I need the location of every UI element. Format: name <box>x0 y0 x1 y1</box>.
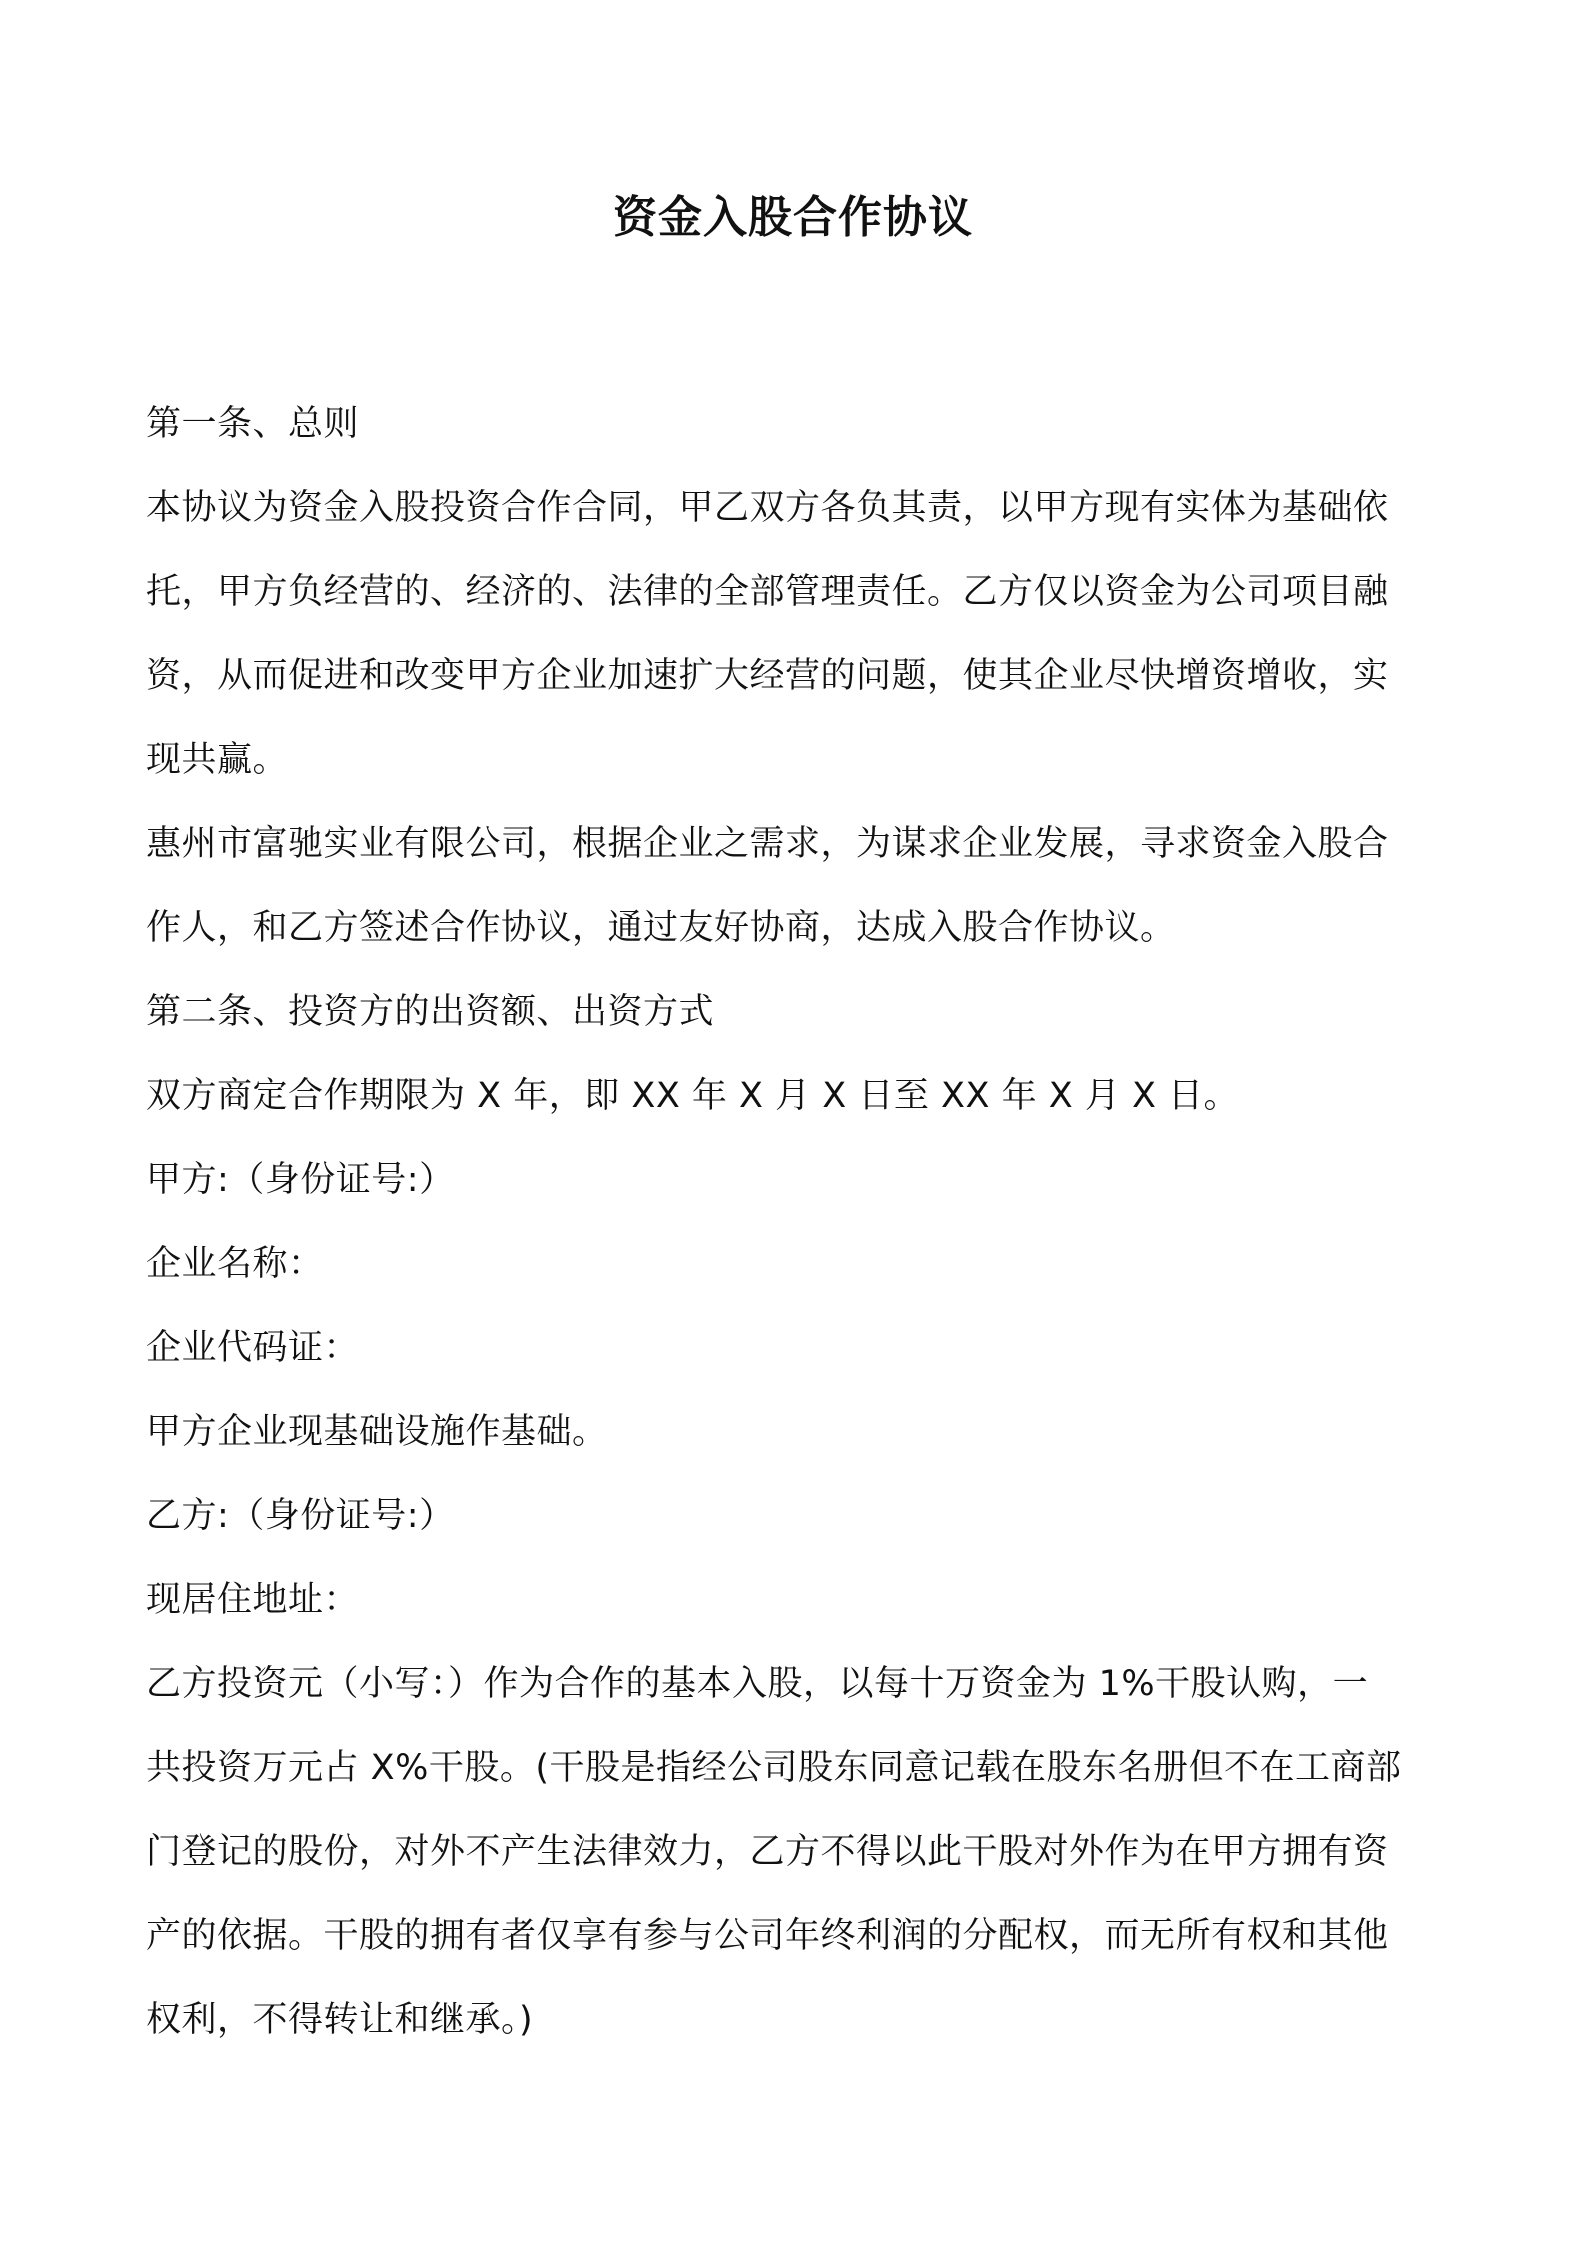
paragraph-line: 托，甲方负经营的、经济的、法律的全部管理责任。乙方仅以资金为公司项目融 <box>146 572 1389 612</box>
paragraph-line: 共投资万元占 X%干股。(干股是指经公司股东同意记载在股东名册但不在工商部 <box>146 1748 1402 1788</box>
paragraph-line: 作人，和乙方签述合作协议，通过友好协商，达成入股合作协议。 <box>146 908 1176 948</box>
document-body <box>146 382 1446 2062</box>
document-title: 资金入股合作协议 <box>613 192 973 243</box>
company-name-line: 企业名称： <box>146 1244 324 1284</box>
section-heading-general: 第一条、总则 <box>146 404 360 444</box>
paragraph-line: 门登记的股份，对外不产生法律效力，乙方不得以此干股对外作为在甲方拥有资 <box>146 1832 1389 1872</box>
party-b-id-line: 乙方:（身份证号:） <box>146 1496 455 1536</box>
paragraph-line: 权利，不得转让和继承。) <box>146 2000 534 2040</box>
paragraph-line: 产的依据。干股的拥有者仅享有参与公司年终利润的分配权，而无所有权和其他 <box>146 1916 1389 1956</box>
party-a-basis-line: 甲方企业现基础设施作基础。 <box>146 1412 608 1452</box>
party-b-address-line: 现居住地址： <box>146 1580 360 1620</box>
party-a-id-line: 甲方:（身份证号:） <box>146 1160 455 1200</box>
paragraph-line: 乙方投资元（小写：）作为合作的基本入股，以每十万资金为 1%干股认购，一 <box>146 1664 1369 1704</box>
paragraph-line: 资，从而促进和改变甲方企业加速扩大经营的问题，使其企业尽快增资增收，实 <box>146 656 1389 696</box>
cooperation-period-line: 双方商定合作期限为 X 年，即 XX 年 X 月 X 日至 XX 年 X 月 X 日。 <box>146 1076 1240 1116</box>
paragraph-line: 惠州市富驰实业有限公司，根据企业之需求，为谋求企业发展，寻求资金入股合 <box>146 824 1389 864</box>
paragraph-line: 现共赢。 <box>146 740 289 780</box>
section-heading-investment: 第二条、投资方的出资额、出资方式 <box>146 992 715 1032</box>
paragraph-line: 本协议为资金入股投资合作合同，甲乙双方各负其责，以甲方现有实体为基础依 <box>146 488 1389 528</box>
company-code-line: 企业代码证： <box>146 1328 360 1368</box>
